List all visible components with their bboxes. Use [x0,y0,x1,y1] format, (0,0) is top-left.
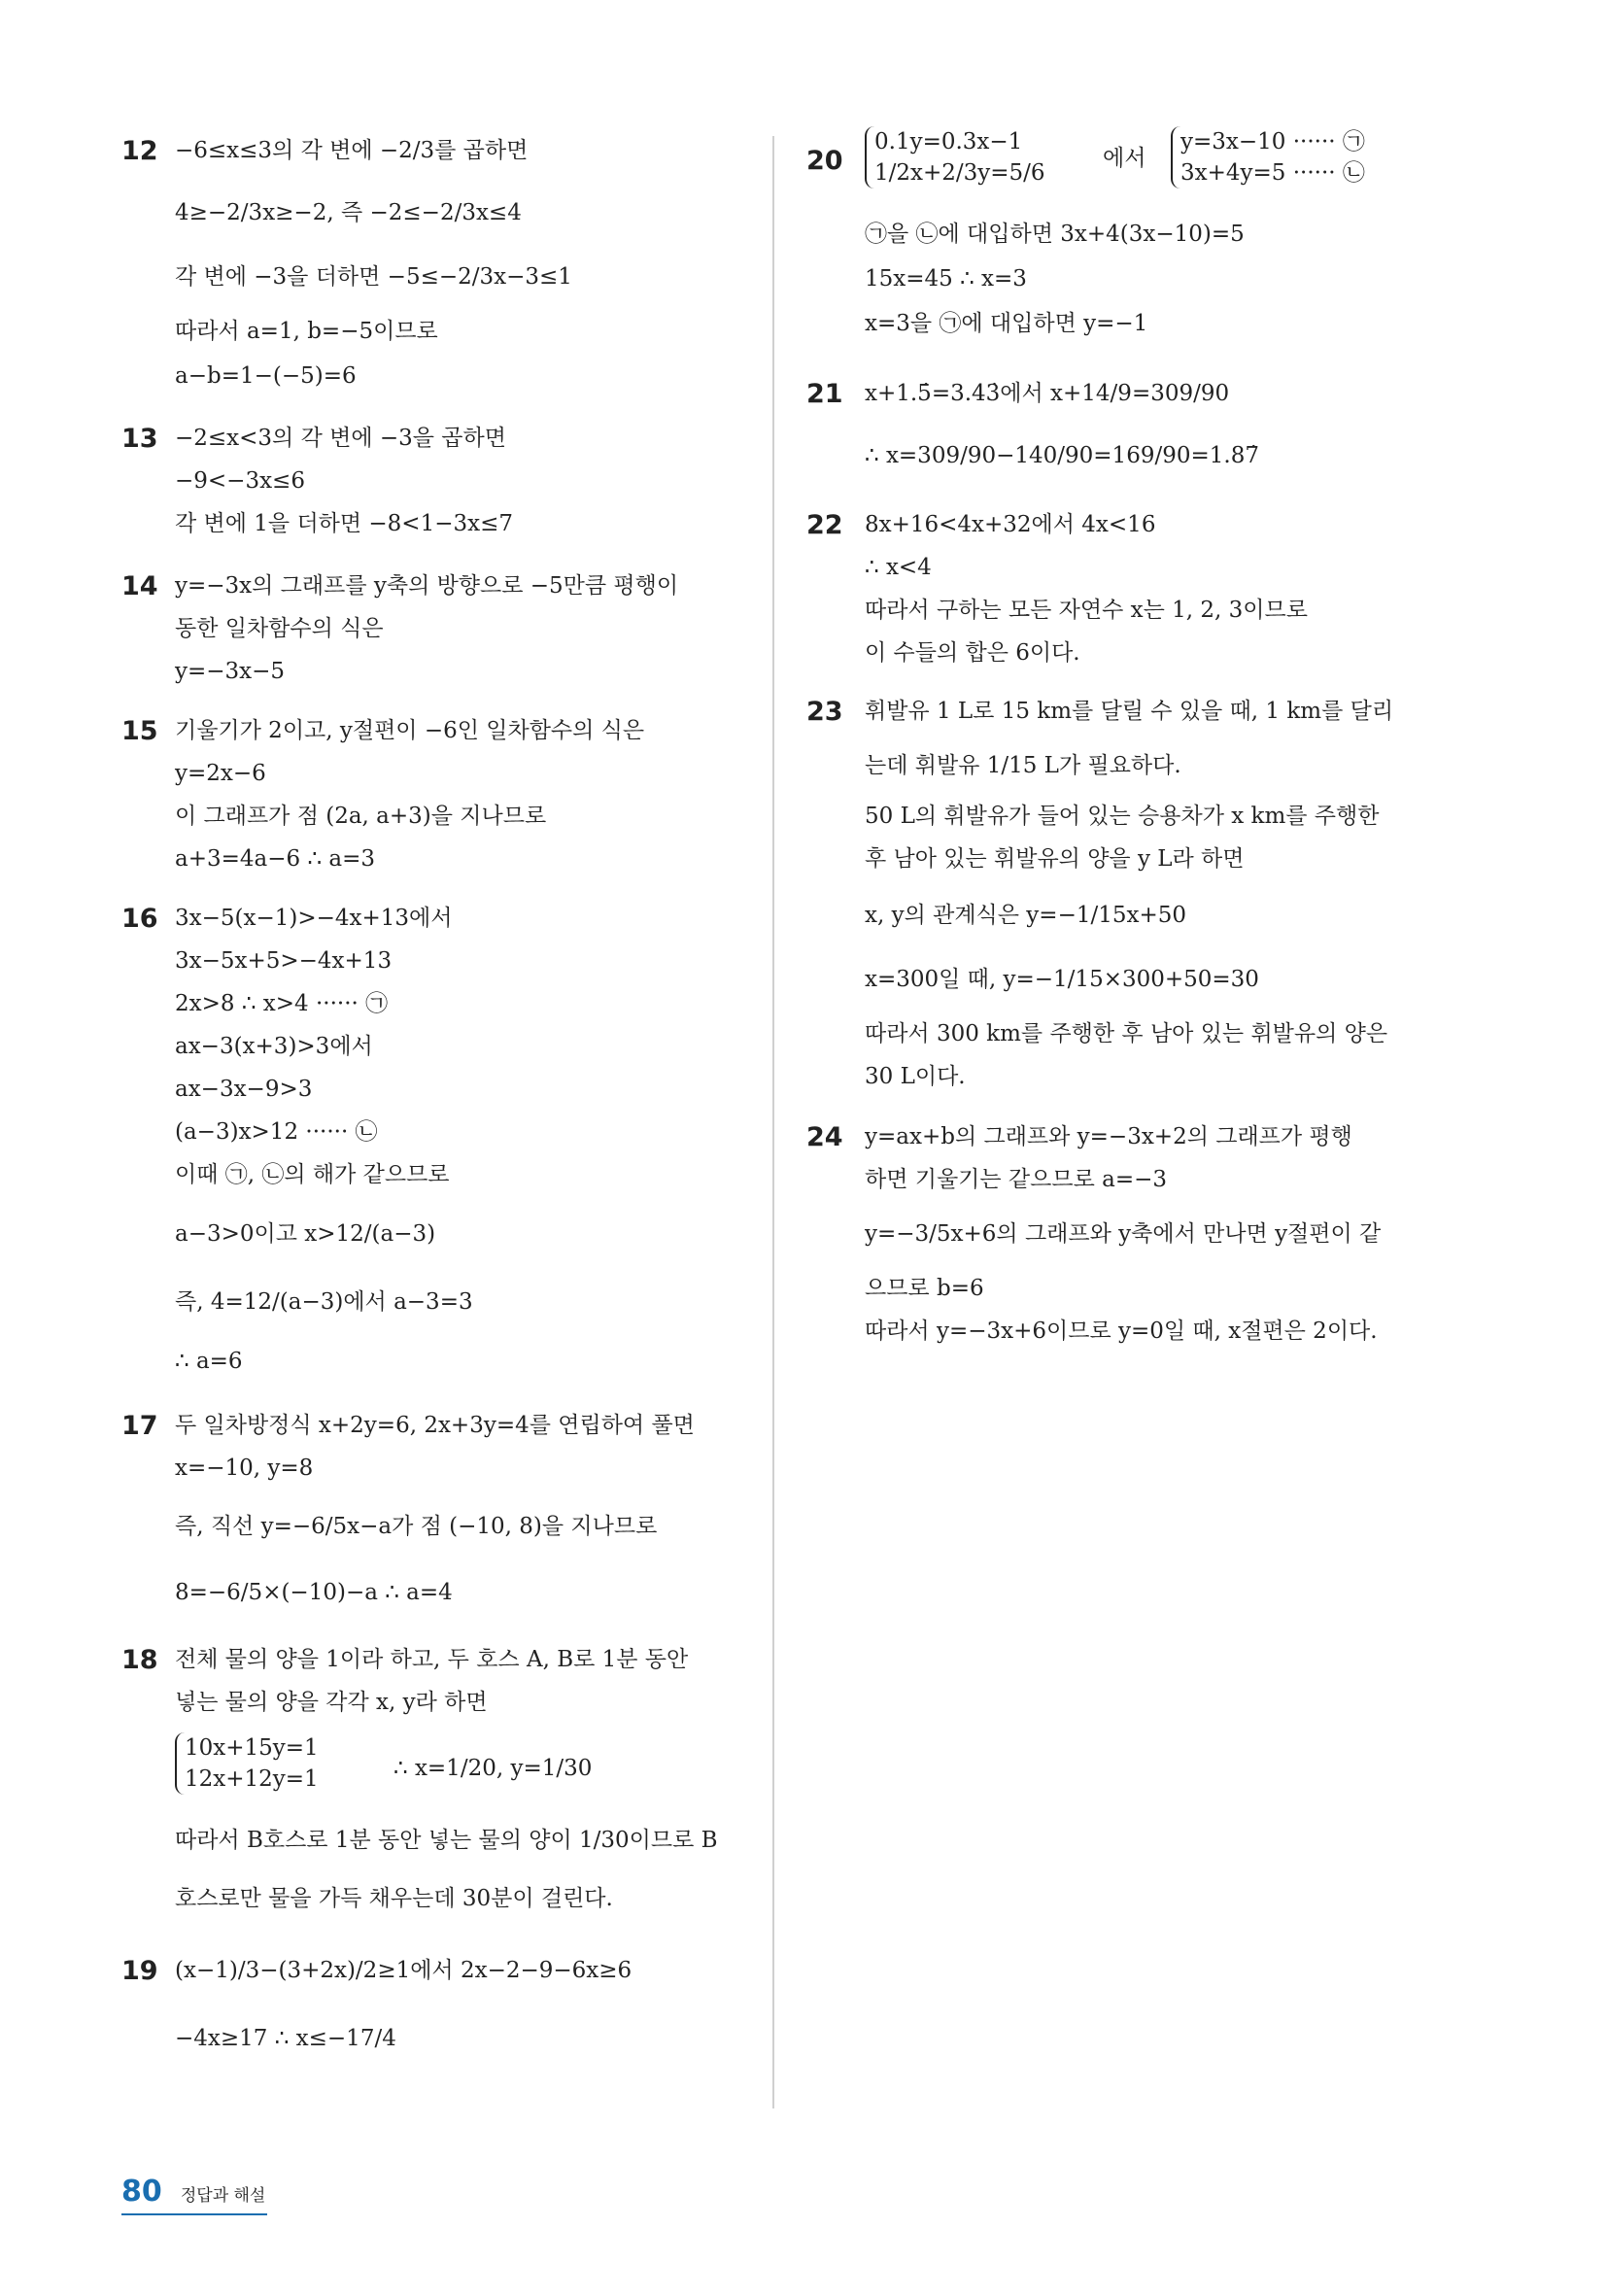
solution-line: 이 그래프가 점 (2a, a+3)을 지나므로 [175,804,547,829]
solution-line: ∴ x=1/20, y=1/30 [393,1756,593,1781]
problem-number: 12 [121,136,158,166]
problem-number: 23 [806,697,843,727]
solution-line: 15x=45 ∴ x=3 [865,266,1027,291]
solution-line: 50 L의 휘발유가 들어 있는 승용차가 x km를 주행한 [865,804,1380,829]
solution-line: 각 변에 1을 더하면 −8<1−3x≤7 [175,511,513,536]
solution-line: 는데 휘발유 1/15 L가 필요하다. [865,753,1181,778]
system-brace [865,126,1045,188]
system-eq-1: 0.1y=0.3x−1 [874,129,1023,154]
solution-line: 30 L이다. [865,1064,966,1089]
solution-line: ∴ a=6 [175,1349,243,1374]
problem-number: 13 [121,424,158,454]
solution-line: x=3을 ㉠에 대입하면 y=−1 [865,311,1148,336]
solution-line: 넣는 물의 양을 각각 x, y라 하면 [175,1690,488,1715]
footer-rule [121,2213,267,2215]
system-eq-2: 1/2x+2/3y=5/6 [874,160,1045,186]
solution-line: 8x+16<4x+32에서 4x<16 [865,512,1156,537]
solution-line: x=−10, y=8 [175,1456,314,1481]
system-eq-2: 3x+4y=5 ······ ㉡ [1180,160,1365,186]
solution-line: ㉠을 ㉡에 대입하면 3x+4(3x−10)=5 [865,222,1245,247]
solution-line: 후 남아 있는 휘발유의 양을 y L라 하면 [865,846,1245,872]
system-eq-2: 12x+12y=1 [185,1766,319,1792]
system-eq-1: 10x+15y=1 [185,1735,319,1761]
problem-number: 22 [806,510,843,540]
solution-line: 3x−5x+5>−4x+13 [175,948,393,974]
solution-line: 하면 기울기는 같으므로 a=−3 [865,1167,1168,1192]
system-eq-1: y=3x−10 ······ ㉠ [1180,129,1365,154]
page-number: 80 [121,2175,162,2209]
problem-number: 19 [121,1956,158,1986]
solution-line: −6≤x≤3의 각 변에 −2/3를 곱하면 [175,138,529,163]
solution-line: a+3=4a−6 ∴ a=3 [175,846,376,872]
solution-line: 즉, 직선 y=−6/5x−a가 점 (−10, 8)을 지나므로 [175,1514,658,1539]
solution-line: 즉, 4=12/(a−3)에서 a−3=3 [175,1289,473,1315]
section-label: 정답과 해설 [180,2186,266,2206]
solution-line: 이때 ㉠, ㉡의 해가 같으므로 [175,1162,450,1187]
problem-number: 24 [806,1122,843,1152]
solution-line: 동한 일차함수의 식은 [175,616,384,641]
solution-line: y=−3/5x+6의 그래프와 y축에서 만나면 y절편이 같 [865,1221,1382,1247]
solution-line: ax−3(x+3)>3에서 [175,1034,373,1059]
solution-line: (a−3)x>12 ······ ㉡ [175,1119,378,1145]
column-divider [772,136,774,2108]
solution-line: ∴ x=309/90−140/90=169/90=1.87̇ [865,443,1259,468]
solution-line: 3x−5(x−1)>−4x+13에서 [175,906,453,931]
solution-line: 두 일차방정식 x+2y=6, 2x+3y=4를 연립하여 풀면 [175,1413,695,1438]
equation-system [1171,126,1365,188]
problem-number: 20 [806,146,843,176]
problem-number: 18 [121,1645,158,1675]
solution-line: 따라서 구하는 모든 자연수 x는 1, 2, 3이므로 [865,598,1308,623]
solution-line: x, y의 관계식은 y=−1/15x+50 [865,903,1186,928]
problem-number: 17 [121,1411,158,1441]
solution-line: −2≤x<3의 각 변에 −3을 곱하면 [175,426,506,451]
problem-number: 16 [121,904,158,934]
solution-line: 따라서 300 km를 주행한 후 남아 있는 휘발유의 양은 [865,1021,1388,1046]
solution-line: (x−1)/3−(3+2x)/2≥1에서 2x−2−9−6x≥6 [175,1958,633,1983]
solution-line: ax−3x−9>3 [175,1077,313,1102]
solution-line: 휘발유 1 L로 15 km를 달릴 수 있을 때, 1 km를 달리 [865,699,1394,724]
solution-line: a−3>0이고 x>12/(a−3) [175,1221,436,1247]
solution-line: 으므로 b=6 [865,1276,984,1301]
solution-line: y=2x−6 [175,761,266,786]
solution-line: −9<−3x≤6 [175,468,305,494]
solution-line: 따라서 y=−3x+6이므로 y=0일 때, x절편은 2이다. [865,1319,1378,1344]
solution-line: 에서 [1103,146,1146,171]
solution-line: y=−3x의 그래프를 y축의 방향으로 −5만큼 평행이 [175,573,679,599]
solution-line: 8=−6/5×(−10)−a ∴ a=4 [175,1580,453,1605]
solution-line: x+1.5̇=3.43̇에서 x+14/9=309/90 [865,381,1230,406]
page-footer [121,2175,265,2209]
problem-number: 15 [121,716,158,746]
solution-line: 4≥−2/3x≥−2, 즉 −2≤−2/3x≤4 [175,200,522,225]
equation-system [175,1732,319,1795]
solution-line: 호스로만 물을 가득 채우는데 30분이 걸린다. [175,1886,613,1911]
problem-number: 14 [121,571,158,601]
system-brace [1171,126,1365,188]
solution-line: ∴ x<4 [865,555,932,580]
solution-line: 따라서 a=1, b=−5이므로 [175,319,438,344]
solution-line: 따라서 B호스로 1분 동안 넣는 물의 양이 1/30이므로 B [175,1828,718,1853]
solution-line: 이 수들의 합은 6이다. [865,640,1080,666]
solution-line: y=ax+b의 그래프와 y=−3x+2의 그래프가 평행 [865,1124,1352,1149]
solution-line: x=300일 때, y=−1/15×300+50=30 [865,967,1259,992]
solution-line: 전체 물의 양을 1이라 하고, 두 호스 A, B로 1분 동안 [175,1647,689,1672]
solution-line: 기울기가 2이고, y절편이 −6인 일차함수의 식은 [175,718,645,743]
solution-line: 각 변에 −3을 더하면 −5≤−2/3x−3≤1 [175,264,572,290]
solution-line: a−b=1−(−5)=6 [175,363,357,389]
solution-line: y=−3x−5 [175,659,286,684]
equation-system [865,126,1045,188]
solution-line: −4x≥17 ∴ x≤−17/4 [175,2026,396,2051]
problem-number: 21 [806,379,843,409]
solution-line: 2x>8 ∴ x>4 ······ ㉠ [175,991,389,1016]
system-brace [175,1732,319,1795]
